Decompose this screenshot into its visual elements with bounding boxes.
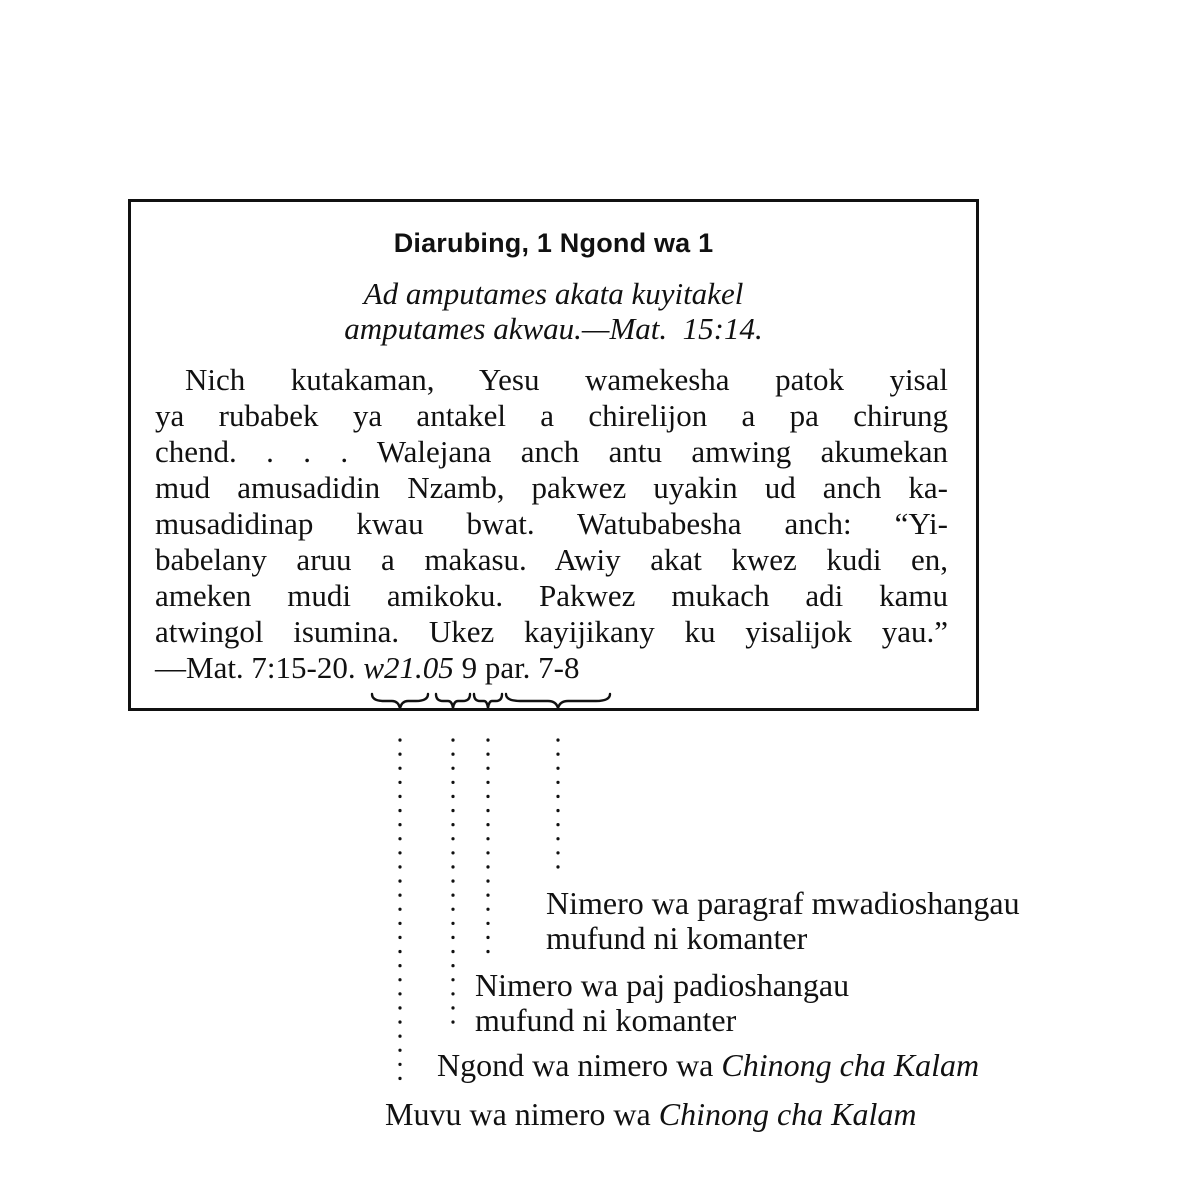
body-line: Nich kutakaman, Yesu wamekesha patok yisal — [185, 362, 948, 397]
label-line: Nimero wa paragraf mwadioshangau — [546, 885, 1020, 921]
daily-text-card — [128, 199, 979, 711]
theme-verse-line: Ad amputames akata kuyitakel — [363, 276, 744, 311]
issue-month-label — [437, 1048, 979, 1083]
publication-title: Chinong cha Kalam — [658, 1096, 917, 1132]
label-text: Ngond wa nimero wa — [437, 1047, 722, 1083]
label-line: Nimero wa paj padioshangau — [475, 967, 850, 1003]
issue-year-label — [385, 1097, 917, 1132]
theme-verse — [131, 276, 976, 346]
commentary-body — [155, 362, 948, 686]
body-line: chend. . . . Walejana anch antu amwing akumekan — [155, 434, 948, 469]
issue-code: w21.05 — [363, 650, 454, 685]
scripture-reference: —Mat. 7:15-20. — [155, 650, 356, 685]
body-line: mud amusadidin Nzamb, pakwez uyakin ud anch ka- — [155, 470, 948, 505]
body-line: musadidinap kwau bwat. Watubabesha anch: “Yi- — [155, 506, 948, 541]
date-heading: Diarubing, 1 Ngond wa 1 — [393, 228, 714, 258]
body-line: ya rubabek ya antakel a chirelijon a pa chirung — [155, 398, 948, 433]
body-line: babelany aruu a makasu. Awiy akat kwez kudi en, — [155, 542, 948, 577]
body-line: ameken mudi amikoku. Pakwez mukach adi kamu — [155, 578, 948, 613]
label-text: Muvu wa nimero wa — [385, 1096, 659, 1132]
label-line: mufund ni komanter — [475, 1002, 737, 1038]
paragraph-number-label — [546, 886, 1020, 956]
citation-line — [155, 650, 948, 686]
theme-verse-line: amputames akwau.—Mat. 15:14. — [344, 311, 763, 346]
body-line: atwingol isumina. Ukez kayijikany ku yisalijok yau.” — [155, 614, 948, 649]
page-number-label — [475, 968, 849, 1038]
publication-title: Chinong cha Kalam — [721, 1047, 980, 1083]
paragraph-numbers: par. 7-8 — [484, 650, 580, 685]
page-number: 9 — [461, 650, 478, 685]
label-line: mufund ni komanter — [546, 920, 808, 956]
